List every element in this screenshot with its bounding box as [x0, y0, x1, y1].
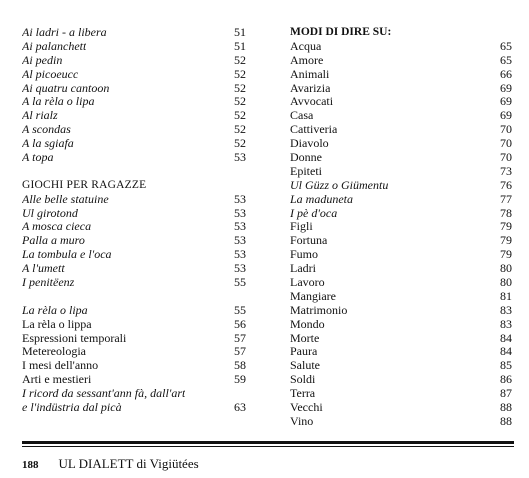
toc-entry-page: 53 — [234, 150, 246, 165]
toc-heading — [22, 179, 246, 193]
toc-entry-title: Espressioni temporali — [22, 331, 127, 345]
toc-entry — [22, 26, 246, 40]
toc-entry — [290, 248, 512, 262]
toc-entry-page: 81 — [500, 288, 512, 303]
toc-entry — [22, 304, 246, 318]
toc-entry-title: Animali — [290, 67, 330, 81]
toc-entry — [290, 401, 512, 415]
toc-entry — [22, 318, 246, 332]
toc-entry-page: 52 — [234, 122, 246, 137]
toc-entry — [22, 137, 246, 151]
toc-entry — [22, 373, 246, 387]
toc-entry-page: 53 — [234, 233, 246, 248]
toc-entry — [22, 276, 246, 290]
toc-entry-title: Lavoro — [290, 276, 325, 290]
toc-entry-title: La maduneta — [290, 192, 353, 206]
toc-entry — [22, 54, 246, 68]
toc-entry-title: Vino — [290, 414, 314, 428]
toc-entry-title: Figli — [290, 220, 313, 234]
toc-entry-page: 52 — [234, 136, 246, 151]
toc-entry-page: 84 — [500, 330, 512, 345]
toc-entry-page: 51 — [234, 38, 246, 53]
footer-rule-thick — [22, 441, 514, 444]
toc-entry-page: 56 — [234, 316, 246, 331]
toc-entry-page: 53 — [234, 205, 246, 220]
toc-entry — [290, 40, 512, 54]
toc-entry-title: A la rèla o lipa — [22, 95, 95, 109]
toc-entry-title: Ai quatru cantoon — [22, 81, 110, 95]
toc-entry — [290, 373, 512, 387]
toc-entry — [290, 262, 512, 276]
toc-entry-title: MODI DI DIRE SU: — [290, 26, 392, 38]
toc-entry-page: 83 — [500, 316, 512, 331]
toc-entry-title: Matrimonio — [290, 303, 348, 317]
toc-entry-title: Avarizia — [290, 81, 331, 95]
toc-entry — [22, 123, 246, 137]
toc-entry-page: 87 — [500, 386, 512, 401]
toc-entry — [290, 123, 512, 137]
toc-entry-title: Al rialz — [22, 109, 58, 123]
toc-entry — [22, 82, 246, 96]
toc-entry — [22, 207, 246, 221]
toc-entry-page: 76 — [500, 177, 512, 192]
toc-entry — [290, 193, 512, 207]
toc-entry-page: 73 — [500, 163, 512, 178]
toc-entry-page: 57 — [234, 330, 246, 345]
toc-entry — [22, 262, 246, 276]
toc-entry — [290, 151, 512, 165]
toc-entry — [290, 179, 512, 193]
toc-entry — [290, 220, 512, 234]
spacer — [22, 290, 246, 304]
toc-entry-title: A scondas — [22, 123, 71, 137]
toc-entry-page: 69 — [500, 94, 512, 109]
toc-entry-title: La rèla o lippa — [22, 317, 92, 331]
toc-entry — [290, 165, 512, 179]
toc-entry — [22, 248, 246, 262]
toc-entry — [290, 207, 512, 221]
toc-entry-page: 69 — [500, 108, 512, 123]
toc-entry-page: 52 — [234, 80, 246, 95]
toc-entry — [22, 359, 246, 373]
toc-entry-title: Donne — [290, 151, 322, 165]
toc-entry-page: 55 — [234, 275, 246, 290]
toc-entry-title: Morte — [290, 331, 320, 345]
toc-entry-page: 78 — [500, 205, 512, 220]
toc-entry-title: I pè d'oca — [290, 206, 338, 220]
toc-entry — [290, 68, 512, 82]
toc-entry-page: 65 — [500, 38, 512, 53]
toc-entry — [290, 95, 512, 109]
toc-entry-title: Ladri — [290, 262, 316, 276]
toc-entry-title: Salute — [290, 359, 320, 373]
toc-entry-title: Ai palanchett — [22, 39, 87, 53]
toc-entry — [22, 109, 246, 123]
toc-heading — [22, 387, 246, 401]
toc-entry — [22, 40, 246, 54]
toc-entry-page: 86 — [500, 372, 512, 387]
toc-entry-title: Arti e mestieri — [22, 373, 92, 387]
toc-entry — [290, 82, 512, 96]
toc-heading — [290, 26, 512, 40]
toc-entry-page: 57 — [234, 344, 246, 359]
toc-entry-page: 88 — [500, 400, 512, 415]
toc-entry-title: I penitëenz — [22, 276, 75, 290]
toc-entry-title: Metereologia — [22, 345, 86, 359]
toc-entry-page: 59 — [234, 372, 246, 387]
toc-entry-page: 52 — [234, 66, 246, 81]
toc-entry-page: 51 — [234, 25, 246, 39]
toc-entry-title: Al picoeucc — [22, 67, 79, 81]
toc-entry-page: 66 — [500, 66, 512, 81]
toc-entry — [290, 109, 512, 123]
toc-entry-page: 53 — [234, 261, 246, 276]
toc-entry — [290, 290, 512, 304]
toc-entry-title: Fortuna — [290, 234, 328, 248]
toc-entry — [290, 304, 512, 318]
toc-entry-title: I mesi dell'anno — [22, 359, 99, 373]
toc-entry-title: A topa — [22, 151, 54, 165]
toc-entry — [22, 151, 246, 165]
toc-entry-title: Mangiare — [290, 289, 336, 303]
toc-entry-title: Ai ladri - a libera — [22, 26, 107, 39]
toc-entry — [22, 95, 246, 109]
toc-entry-page: 63 — [234, 400, 246, 415]
spacer — [22, 165, 246, 179]
toc-entry-title: Ul Güzz o Giümentu — [290, 178, 389, 192]
toc-entry-page: 55 — [234, 302, 246, 317]
toc-entry — [290, 276, 512, 290]
toc-entry-page: 85 — [500, 358, 512, 373]
toc-entry-title: Palla a muro — [22, 234, 85, 248]
toc-entry — [22, 332, 246, 346]
toc-entry — [22, 220, 246, 234]
toc-entry-page: 52 — [234, 108, 246, 123]
footer-rule-thin — [22, 446, 514, 447]
toc-entry-page: 53 — [234, 191, 246, 206]
toc-entry-title: Ul girotond — [22, 206, 78, 220]
toc-right-column — [290, 26, 512, 429]
toc-entry-title: Alle belle statuine — [22, 192, 109, 206]
running-title: UL DIALETT di Vigiütées — [58, 456, 199, 471]
toc-entry-title: Epiteti — [290, 164, 322, 178]
toc-entry-page: 70 — [500, 122, 512, 137]
toc-entry — [290, 415, 512, 429]
toc-entry-page: 77 — [500, 191, 512, 206]
toc-entry-title: GIOCHI PER RAGAZZE — [22, 178, 147, 191]
toc-entry-page: 70 — [500, 136, 512, 151]
toc-entry-title: e l'indüstria dal picà — [22, 401, 122, 415]
toc-entry-title: Vecchi — [290, 401, 323, 415]
toc-entry-title: Paura — [290, 345, 318, 359]
toc-entry — [290, 345, 512, 359]
toc-entry-title: Acqua — [290, 39, 322, 53]
toc-entry-page: 80 — [500, 275, 512, 290]
toc-entry-title: Soldi — [290, 373, 316, 387]
toc-entry-title: A mosca cieca — [22, 220, 92, 234]
toc-entry — [290, 332, 512, 346]
toc-entry — [290, 54, 512, 68]
toc-entry-title: Fumo — [290, 248, 319, 262]
toc-entry — [22, 345, 246, 359]
toc-entry-title: I ricord da sessant'ann fà, dall'art — [22, 387, 186, 401]
toc-entry-title: Ai pedin — [22, 53, 63, 67]
toc-entry-page: 70 — [500, 150, 512, 165]
page-number: 188 — [22, 459, 39, 471]
toc-entry-title: Casa — [290, 109, 314, 123]
toc-entry — [290, 137, 512, 151]
toc-entry-title: La rèla o lipa — [22, 303, 88, 317]
toc-entry-title: Cattiveria — [290, 123, 338, 137]
toc-entry-title: Amore — [290, 53, 324, 67]
toc-entry-page: 79 — [500, 247, 512, 262]
toc-entry-page: 58 — [234, 358, 246, 373]
toc-entry-title: Mondo — [290, 317, 325, 331]
toc-entry-page: 52 — [234, 94, 246, 109]
toc-entry-page: 79 — [500, 233, 512, 248]
toc-entry — [290, 234, 512, 248]
toc-entry-page: 83 — [500, 302, 512, 317]
toc-entry-page: 52 — [234, 52, 246, 67]
toc-entry-title: Avvocati — [290, 95, 334, 109]
toc-entry-page: 53 — [234, 247, 246, 262]
toc-entry-page: 69 — [500, 80, 512, 95]
toc-entry-title: A l'umett — [22, 262, 65, 276]
toc-entry — [290, 318, 512, 332]
toc-entry — [22, 68, 246, 82]
toc-entry-page: 53 — [234, 219, 246, 234]
toc-entry-page: 79 — [500, 219, 512, 234]
page-footer — [22, 456, 199, 472]
toc-left-column — [22, 26, 246, 415]
toc-entry-title: La tombula e l'oca — [22, 248, 112, 262]
toc-entry-page: 65 — [500, 52, 512, 67]
toc-entry-page: 80 — [500, 261, 512, 276]
toc-entry-title: Diavolo — [290, 137, 329, 151]
toc-entry — [22, 234, 246, 248]
toc-entry-page: 84 — [500, 344, 512, 359]
toc-entry — [290, 359, 512, 373]
toc-entry — [22, 401, 246, 415]
toc-entry-title: A la sgiafa — [22, 137, 74, 151]
toc-entry-title: Terra — [290, 387, 316, 401]
toc-entry-page: 88 — [500, 413, 512, 428]
toc-entry — [290, 387, 512, 401]
toc-entry — [22, 193, 246, 207]
